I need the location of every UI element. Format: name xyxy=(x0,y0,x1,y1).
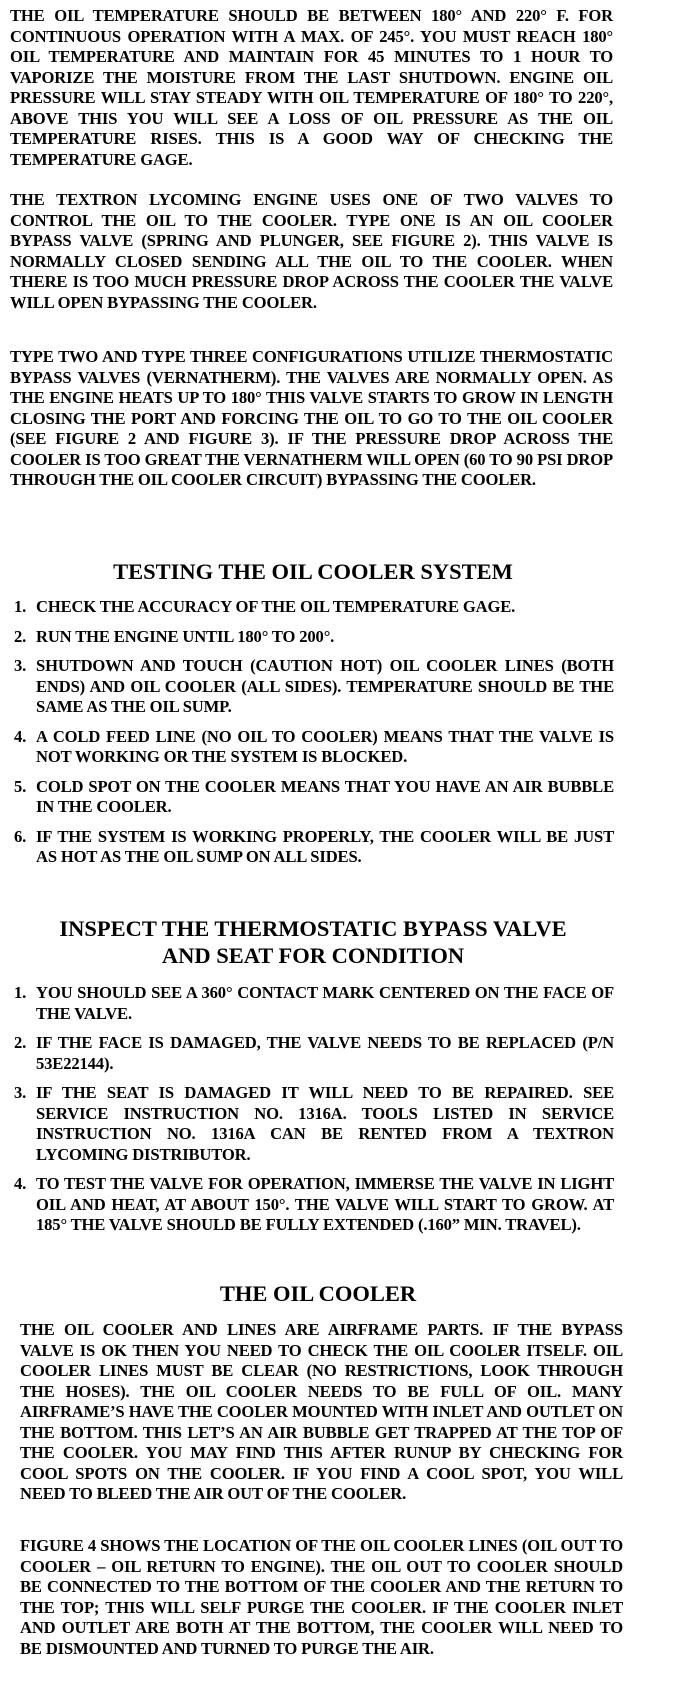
testing-list xyxy=(14,597,614,877)
list-item: 2. IF THE FACE IS DAMAGED, THE VALVE NEEDS TO BE REPLACED (P/N 53E22144). xyxy=(14,1033,614,1073)
intro-paragraph-1: THE OIL TEMPERATURE SHOULD BE BETWEEN 180° AND 220° F. FOR CONTINUOUS OPERATION WITH A MAX. OF 245°. YOU MUST REACH 180° OIL TEMPERATURE AND MAINTAIN FOR 45 MINUTES TO 1 HOUR TO VAPORIZE THE MOISTURE FROM THE LAST SHUTDOWN. ENGINE OIL PRESSURE WILL STAY STEADY WITH OIL TEMPERATURE OF 180° TO 220°, ABOVE THIS YOU WILL SEE A LOSS OF OIL PRESSURE AS THE OIL TEMPERATURE RISES. THIS IS A GOOD WAY OF CHECKING THE TEMPERATURE GAGE. xyxy=(10,6,613,169)
cooler-heading: THE OIL COOLER xyxy=(219,1281,417,1306)
list-item: 1. YOU SHOULD SEE A 360° CONTACT MARK CENTERED ON THE FACE OF THE VALVE. xyxy=(14,983,614,1023)
list-item: 3. IF THE SEAT IS DAMAGED IT WILL NEED TO BE REPAIRED. SEE SERVICE INSTRUCTION NO. 1316A. TOOLS LISTED IN SERVICE INSTRUCTION NO. 1316A CAN BE RENTED FROM A TEXTRON LYCOMING DISTRIBUTOR. xyxy=(14,1083,614,1164)
inspect-list xyxy=(14,983,614,1245)
list-item: 1. CHECK THE ACCURACY OF THE OIL TEMPERATURE GAGE. xyxy=(14,597,516,616)
inspect-heading-line-1: INSPECT THE THERMOSTATIC BYPASS VALVE xyxy=(59,916,567,941)
list-item: 6. IF THE SYSTEM IS WORKING PROPERLY, THE COOLER WILL BE JUST AS HOT AS THE OIL SUMP ON ALL SIDES. xyxy=(14,826,614,866)
inspect-heading-line-2: AND SEAT FOR CONDITION xyxy=(161,943,465,968)
testing-heading: TESTING THE OIL COOLER SYSTEM xyxy=(113,559,513,584)
list-item: 4. A COLD FEED LINE (NO OIL TO COOLER) MEANS THAT THE VALVE IS NOT WORKING OR THE SYSTEM IS BLOCKED. xyxy=(14,726,614,766)
list-item: 4. TO TEST THE VALVE FOR OPERATION, IMMERSE THE VALVE IN LIGHT OIL AND HEAT, AT ABOUT 150°. THE VALVE WILL START TO GROW. AT 185° THE VALVE SHOULD BE FULLY EXTENDED (.160” MIN. TRAVEL). xyxy=(14,1174,614,1234)
list-item: 3. SHUTDOWN AND TOUCH (CAUTION HOT) OIL COOLER LINES (BOTH ENDS) AND OIL COOLER (ALL SIDES). TEMPERATURE SHOULD BE THE SAME AS THE OIL SUMP. xyxy=(14,656,614,716)
intro-paragraph-2: THE TEXTRON LYCOMING ENGINE USES ONE OF TWO VALVES TO CONTROL THE OIL TO THE COOLER. TYPE ONE IS AN OIL COOLER BYPASS VALVE (SPRING AND PLUNGER, SEE FIGURE 2). THIS VALVE IS NORMALLY CLOSED SENDING ALL THE OIL TO THE COOLER. WHEN THERE IS TOO MUCH PRESSURE DROP ACROSS THE COOLER THE VALVE WILL OPEN BYPASSING THE COOLER. xyxy=(10,190,613,312)
list-item: 5. COLD SPOT ON THE COOLER MEANS THAT YOU HAVE AN AIR BUBBLE IN THE COOLER. xyxy=(14,776,614,816)
cooler-paragraph-2: FIGURE 4 SHOWS THE LOCATION OF THE OIL COOLER LINES (OIL OUT TO COOLER – OIL RETURN TO ENGINE). THE OIL OUT TO COOLER SHOULD BE CONNECTED TO THE BOTTOM OF THE COOLER AND THE RETURN TO THE TOP; THIS WILL SELF PURGE THE COOLER. IF THE COOLER INLET AND OUTLET ARE BOTH AT THE BOTTOM, THE COOLER WILL NEED TO BE DISMOUNTED AND TURNED TO PURGE THE AIR. xyxy=(20,1536,623,1658)
list-item: 2. RUN THE ENGINE UNTIL 180° TO 200°. xyxy=(14,626,335,646)
intro-paragraph-3: TYPE TWO AND TYPE THREE CONFIGURATIONS UTILIZE THERMOSTATIC BYPASS VALVES (VERNATHERM). THE VALVES ARE NORMALLY OPEN. AS THE ENGINE HEATS UP TO 180° THIS VALVE STARTS TO GROW IN LENGTH CLOSING THE PORT AND FORCING THE OIL TO GO TO THE OIL COOLER (SEE FIGURE 2 AND FIGURE 3). IF THE PRESSURE DROP ACROSS THE COOLER IS TOO GREAT THE VERNATHERM WILL OPEN (60 TO 90 PSI DROP THROUGH THE OIL COOLER CIRCUIT) BYPASSING THE COOLER. xyxy=(10,347,613,489)
cooler-paragraph-1: THE OIL COOLER AND LINES ARE AIRFRAME PARTS. IF THE BYPASS VALVE IS OK THEN YOU NEED TO CHECK THE OIL COOLER ITSELF. OIL COOLER LINES MUST BE CLEAR (NO RESTRICTIONS, LOOK THROUGH THE HOSES). THE OIL COOLER NEEDS TO BE FULL OF OIL. MANY AIRFRAME’S HAVE THE COOLER MOUNTED WITH INLET AND OUTLET ON THE BOTTOM. THIS LET’S AN AIR BUBBLE GET TRAPPED AT THE TOP OF THE COOLER. YOU MAY FIND THIS AFTER RUNUP BY CHECKING FOR COOL SPOTS ON THE COOLER. IF YOU FIND A COOL SPOT, YOU WILL NEED TO BLEED THE AIR OUT OF THE COOLER. xyxy=(20,1320,623,1503)
inspect-heading xyxy=(0,915,626,969)
